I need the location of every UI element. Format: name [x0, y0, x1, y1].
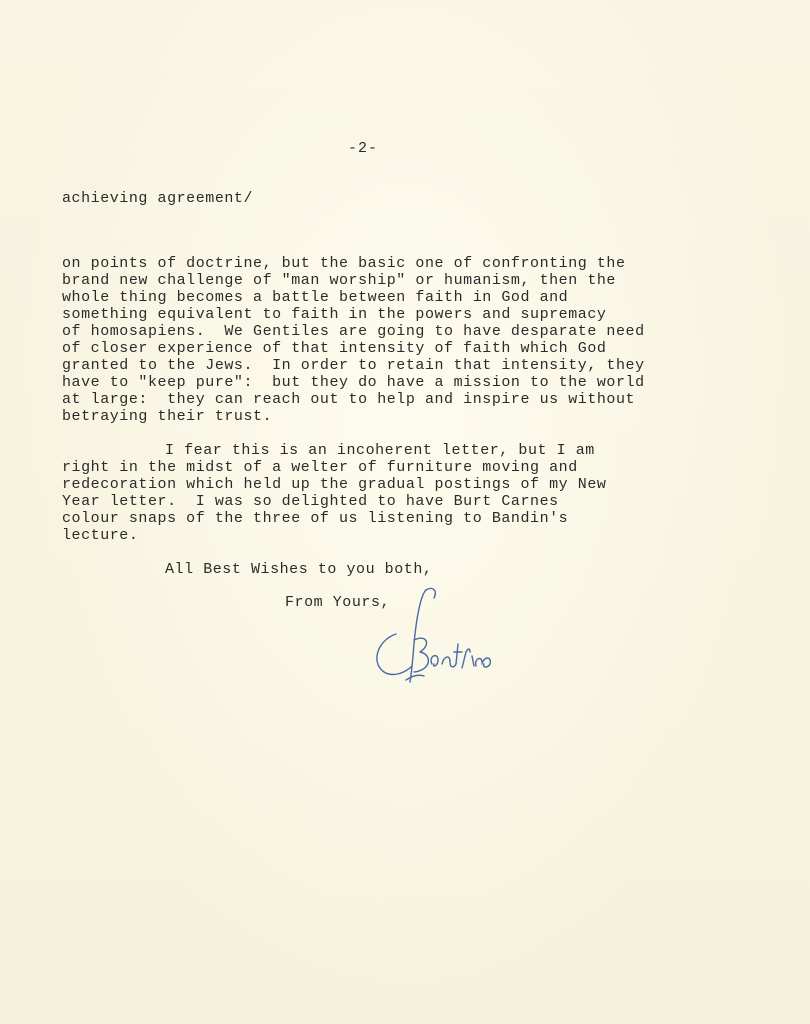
paragraph-1-line: of homosapiens. We Gentiles are going to have desparate need — [62, 323, 645, 340]
header-line: achieving agreement/ — [62, 190, 254, 207]
paragraph-2-line: lecture. — [62, 527, 139, 544]
paragraph-2-line: colour snaps of the three of us listening to Bandin's — [62, 510, 569, 527]
paragraph-1-line: on points of doctrine, but the basic one of confronting the — [62, 255, 626, 272]
paragraph-1-line: at large: they can reach out to help and inspire us without — [62, 391, 636, 408]
paragraph-2-line: Year letter. I was so delighted to have Burt Carnes — [62, 493, 559, 510]
sign-off-line: From Yours, — [285, 594, 391, 611]
paragraph-1-line: something equivalent to faith in the powers and supremacy — [62, 306, 607, 323]
paragraph-1-line: granted to the Jews. In order to retain that intensity, they — [62, 357, 645, 374]
page-number: -2- — [348, 140, 379, 157]
paragraph-2-line: I fear this is an incoherent letter, but I am — [165, 442, 595, 459]
paragraph-1-line: whole thing becomes a battle between faith in God and — [62, 289, 569, 306]
closing-line: All Best Wishes to you both, — [165, 561, 433, 578]
paragraph-1-line: have to "keep pure": but they do have a mission to the world — [62, 374, 645, 391]
paragraph-2-line: redecoration which held up the gradual postings of my New — [62, 476, 607, 493]
paragraph-1-line: betraying their trust. — [62, 408, 273, 425]
handwritten-signature — [362, 582, 502, 692]
paragraph-1-line: brand new challenge of "man worship" or humanism, then the — [62, 272, 616, 289]
paragraph-2-line: right in the midst of a welter of furniture moving and — [62, 459, 578, 476]
paragraph-1-line: of closer experience of that intensity of faith which God — [62, 340, 607, 357]
signature-drawing — [362, 582, 502, 692]
